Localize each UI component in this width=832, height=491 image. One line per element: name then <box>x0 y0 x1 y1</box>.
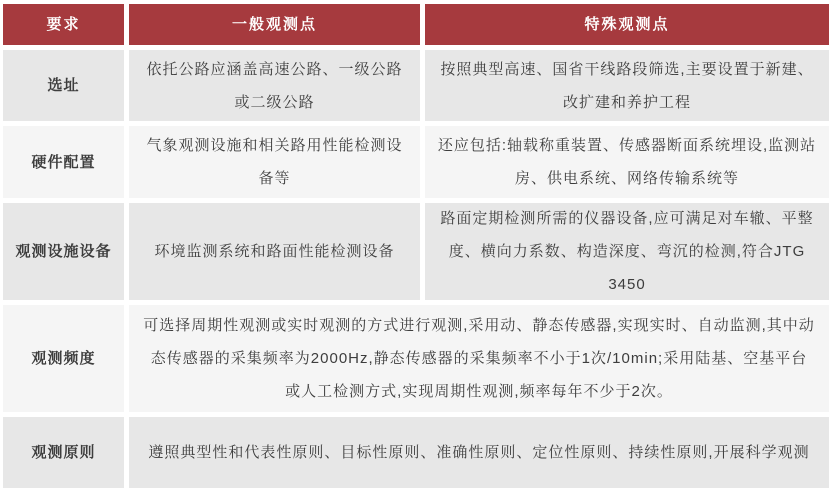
cell-observation-principles-merged: 遵照典型性和代表性原则、目标性原则、准确性原则、定位性原则、持续性原则,开展科学观测 <box>129 417 829 488</box>
cell-facilities-equipment-general: 环境监测系统和路面性能检测设备 <box>129 203 420 300</box>
cell-site-selection-general: 依托公路应涵盖高速公路、一级公路或二级公路 <box>129 50 420 121</box>
cell-site-selection-special: 按照典型高速、国省干线路段筛选,主要设置于新建、改扩建和养护工程 <box>425 50 829 121</box>
row-label-observation-principles: 观测原则 <box>3 417 124 488</box>
header-special-observation-point: 特殊观测点 <box>425 4 829 45</box>
row-label-observation-frequency: 观测频度 <box>3 305 124 412</box>
row-label-site-selection: 选址 <box>3 50 124 121</box>
cell-observation-frequency-merged: 可选择周期性观测或实时观测的方式进行观测,采用动、静态传感器,实现实时、自动监测,其中动态传感器的采集频率为2000Hz,静态传感器的采集频率不小于1次/10min;采用陆基、空基平台或人工检测方式,实现周期性观测,频率每年不少于2次。 <box>129 305 829 412</box>
header-requirement: 要求 <box>3 4 124 45</box>
cell-facilities-equipment-special: 路面定期检测所需的仪器设备,应可满足对车辙、平整度、横向力系数、构造深度、弯沉的检测,符合JTG 3450 <box>425 203 829 300</box>
row-label-facilities-equipment: 观测设施设备 <box>3 203 124 300</box>
row-label-hardware-config: 硬件配置 <box>3 126 124 198</box>
cell-hardware-config-general: 气象观测设施和相关路用性能检测设备等 <box>129 126 420 198</box>
cell-hardware-config-special: 还应包括:轴载称重装置、传感器断面系统埋设,监测站房、供电系统、网络传输系统等 <box>425 126 829 198</box>
header-general-observation-point: 一般观测点 <box>129 4 420 45</box>
